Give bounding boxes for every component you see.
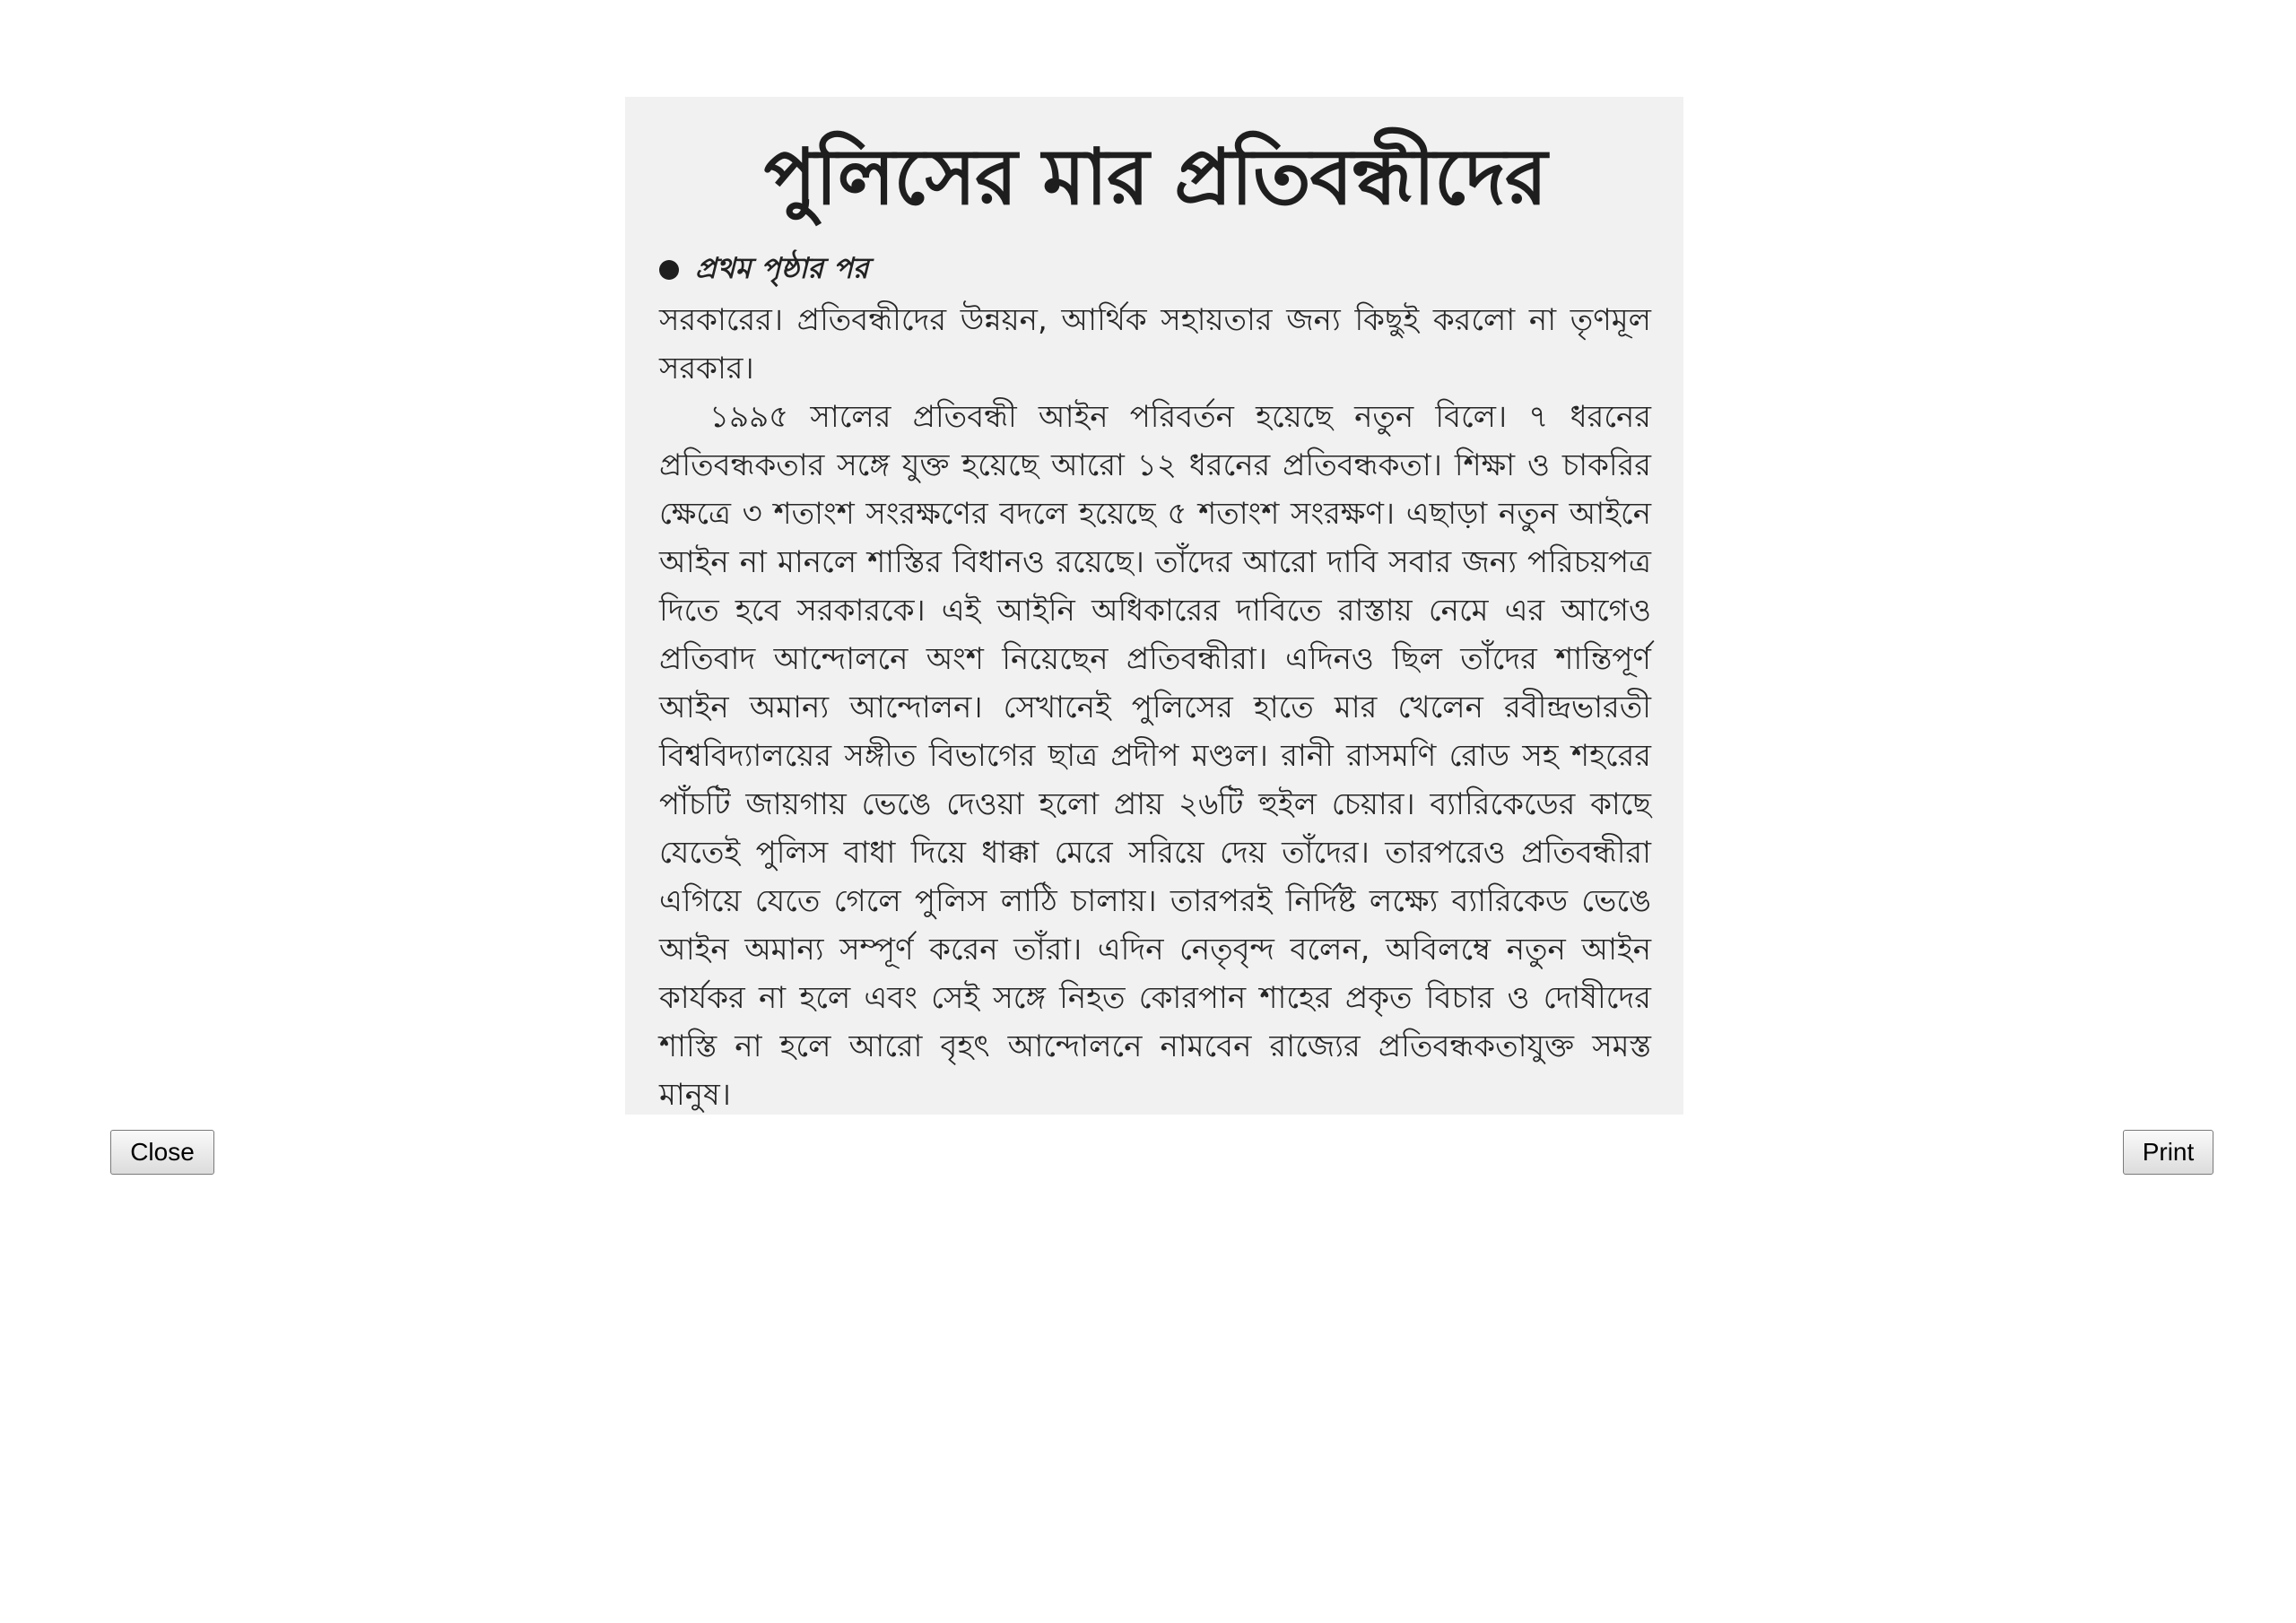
continued-from-line [659, 247, 1651, 292]
print-button[interactable]: Print [2123, 1130, 2213, 1175]
article-paragraph: সরকারের। প্রতিবন্ধীদের উন্নয়ন, আর্থিক সহায়তার জন্য কিছুই করলো না তৃণমূল সরকার। [659, 302, 1651, 386]
article-headline: পুলিসের মার প্রতিবন্ধীদের [763, 133, 1547, 222]
bullet-icon [659, 260, 679, 280]
continued-from-label: প্রথম পৃষ্ঠার পর [695, 251, 869, 285]
newspaper-clipping-image [625, 97, 1683, 1115]
close-button[interactable]: Close [110, 1130, 214, 1175]
article-paragraph: ১৯৯৫ সালের প্রতিবন্ধী আইন পরিবর্তন হয়েছে নতুন বিলে। ৭ ধরনের প্রতিবন্ধকতার সঙ্গে যুক্ত হয়েছে আরো ১২ ধরনের প্রতিবন্ধকতা। শিক্ষা ও চাকরির ক্ষেত্রে ৩ শতাংশ সংরক্ষণের বদলে হয়েছে ৫ শতাংশ সংরক্ষণ। এছাড়া নতুন আইনে আইন না মানলে শাস্তির বিধানও রয়েছে। তাঁদের আরো দাবি সবার জন্য পরিচয়পত্র দিতে হবে সরকারকে। এই আইনি অধিকারের দাবিতে রাস্তায় নেমে এর আগেও প্রতিবাদ আন্দোলনে অংশ নিয়েছেন প্রতিবন্ধীরা। এদিনও ছিল তাঁদের শান্তিপূর্ণ আইন অমান্য আন্দোলন। সেখানেই পুলিসের হাতে মার খেলেন রবীন্দ্রভারতী বিশ্ববিদ্যালয়ের সঙ্গীত বিভাগের ছাত্র প্রদীপ মণ্ডল। রানী রাসমণি রোড সহ শহরের পাঁচটি জায়গায় ভেঙে দেওয়া হলো প্রায় ২৬টি হুইল চেয়ার। ব্যারিকেডের কাছে যেতেই পুলিস বাধা দিয়ে ধাক্কা মেরে সরিয়ে দেয় তাঁদের। তারপরেও প্রতিবন্ধীরা এগিয়ে যেতে গেলে পুলিস লাঠি চালায়। তারপরই নির্দিষ্ট লক্ষ্যে ব্যারিকেড ভেঙে আইন অমান্য সম্পূর্ণ করেন তাঁরা। এদিন নেতৃবৃন্দ বলেন, অবিলম্বে নতুন আইন কার্যকর না হলে এবং সেই সঙ্গে নিহত কোরপান শাহের প্রকৃত বিচার ও দোষীদের শাস্তি না হলে আরো বৃহৎ আন্দোলনে নামবেন রাজ্যের প্রতিবন্ধকতাযুক্ত সমস্ত মানুষ। [659, 399, 1651, 1113]
